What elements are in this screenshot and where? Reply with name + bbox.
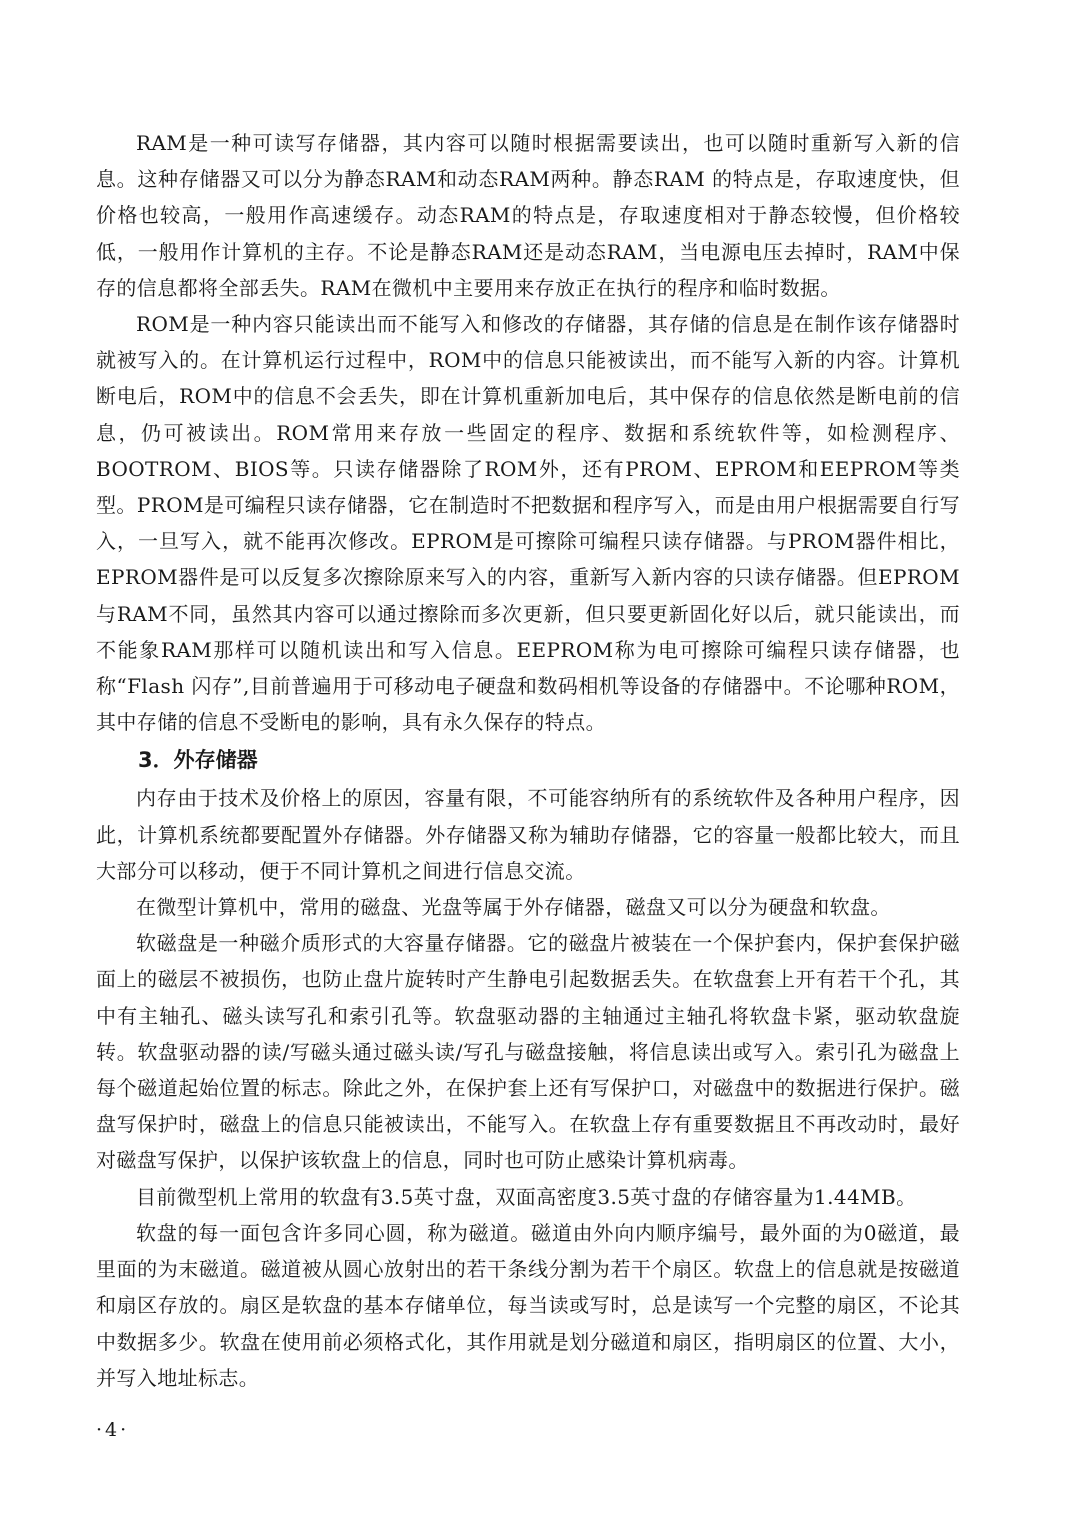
paragraph-floppy-disk: 软磁盘是一种磁介质形式的大容量存储器。它的磁盘片被装在一个保护套内，保护套保护磁面上的磁层不被损伤，也防止盘片旋转时产生静电引起数据丢失。在软盘套上开有若干个孔，其中有主轴孔、磁头读写孔和索引孔等。软盘驱动器的主轴通过主轴孔将软盘卡紧，驱动软盘旋转。软盘驱动器的读/写磁头通过磁头读/写孔与磁盘接触，将信息读出或写入。索引孔为磁盘上每个磁道起始位置的标志。除此之外，在保护套上还有写保护口，对磁盘中的数据进行保护。磁盘写保护时，磁盘上的信息只能被读出，不能写入。在软盘上存有重要数据且不再改动时，最好对磁盘写保护，以保护该软盘上的信息，同时也可防止感染计算机病毒。 — [96, 931, 960, 1173]
page-number: ·4· — [96, 1419, 130, 1441]
document-page — [96, 125, 960, 1396]
section-heading-external-storage: 3．外存储器 — [138, 748, 258, 773]
paragraph-floppy-capacity: 目前微型机上常用的软盘有3.5英寸盘，双面高密度3.5英寸盘的存储容量为1.44MB。 — [136, 1184, 917, 1209]
paragraph-external-storage-intro: 内存由于技术及价格上的原因，容量有限，不可能容纳所有的系统软件及各种用户程序，因此，计算机系统都要配置外存储器。外存储器又称为辅助存储器，它的容量一般都比较大，而且大部分可以移动，便于不同计算机之间进行信息交流。 — [96, 786, 960, 883]
paragraph-disk-types: 在微型计算机中，常用的磁盘、光盘等属于外存储器，磁盘又可以分为硬盘和软盘。 — [136, 895, 891, 920]
paragraph-ram: RAM是一种可读写存储器，其内容可以随时根据需要读出，也可以随时重新写入新的信息。这种存储器又可以分为静态RAM和动态RAM两种。静态RAM 的特点是，存取速度快，但价格也较高，一般用作高速缓存。动态RAM的特点是，存取速度相对于静态较慢，但价格较低，一般用作计算机的主存。不论是静态RAM还是动态RAM，当电源电压去掉时，RAM中保存的信息都将全部丢失。RAM在微机中主要用来存放正在执行的程序和临时数据。 — [96, 131, 961, 300]
paragraph-rom: ROM是一种内容只能读出而不能写入和修改的存储器，其存储的信息是在制作该存储器时就被写入的。在计算机运行过程中，ROM中的信息只能被读出，而不能写入新的内容。计算机断电后，ROM中的信息不会丢失，即在计算机重新加电后，其中保存的信息依然是断电前的信息，仍可被读出。ROM常用来存放一些固定的程序、数据和系统软件等，如检测程序、BOOTROM、BIOS等。只读存储器除了ROM外，还有PROM、EPROM和EEPROM等类型。PROM是可编程只读存储器，它在制造时不把数据和程序写入，而是由用户根据需要自行写入，一旦写入，就不能再次修改。EPROM是可擦除可编程只读存储器。与PROM器件相比，EPROM器件是可以反复多次擦除原来写入的内容，重新写入新内容的只读存储器。但EPROM与RAM不同，虽然其内容可以通过擦除而多次更新，但只要更新固化好以后，就只能读出，而不能象RAM那样可以随机读出和写入信息。EEPROM称为电可擦除可编程只读存储器，也称“Flash 闪存”,目前普遍用于可移动电子硬盘和数码相机等设备的存储器中。不论哪种ROM，其中存储的信息不受断电的影响，具有永久保存的特点。 — [96, 312, 960, 735]
paragraph-tracks-sectors: 软盘的每一面包含许多同心圆，称为磁道。磁道由外向内顺序编号，最外面的为0磁道，最里面的为末磁道。磁道被从圆心放射出的若干条线分割为若干个扇区。软盘上的信息就是按磁道和扇区存放的。扇区是软盘的基本存储单位，每当读或写时，总是读写一个完整的扇区，不论其中数据多少。软盘在使用前必须格式化，其作用就是划分磁道和扇区，指明扇区的位置、大小，并写入地址标志。 — [96, 1220, 960, 1390]
